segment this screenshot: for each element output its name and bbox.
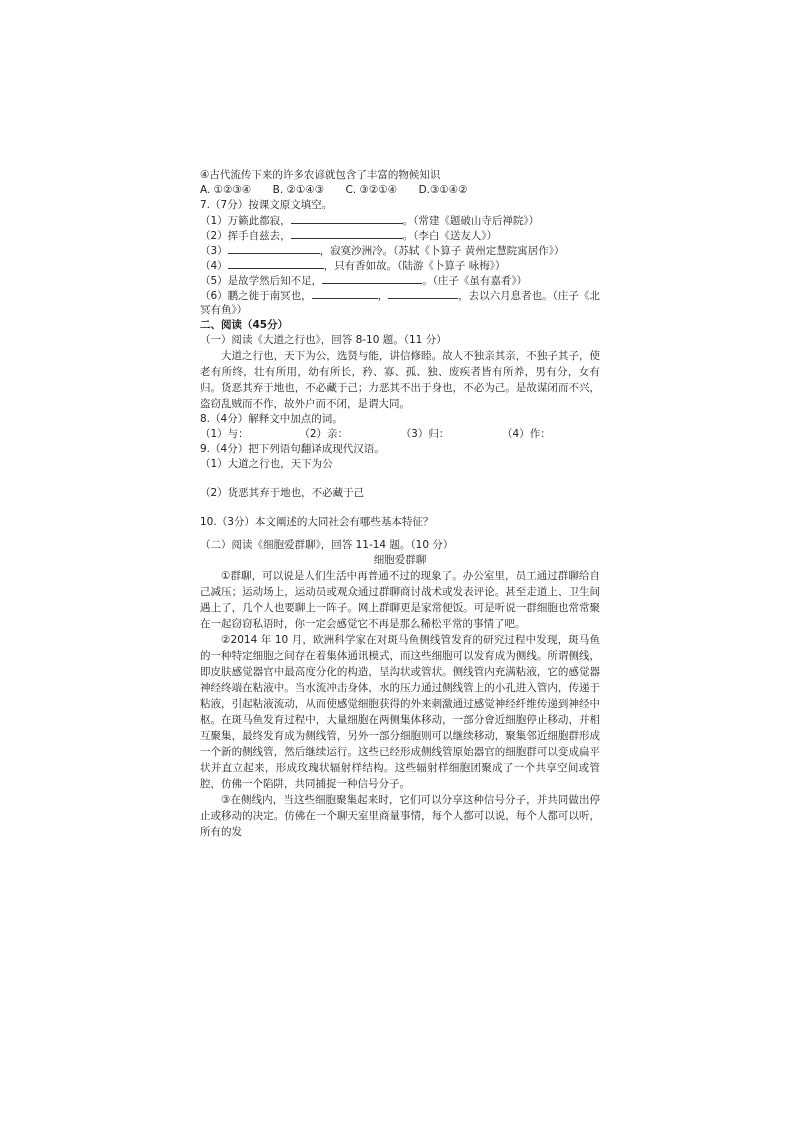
section-reading: 二、阅读（45分） — [200, 319, 289, 331]
passage-datong: 大道之行也，天下为公，选贤与能，讲信修睦。故人不独亲其亲，不独子其子，使老有所终，壮有所用，幼有所长，矜、寡、孤、独、废疾者皆有所养，男有分，女有归。货恶其弃于地也，不必藏于己；力恶其不出于身也，不必为己。是故谋闭而不兴，盗窃乱贼而不作，故外户而不闭，是谓大同。 — [200, 350, 600, 410]
question-8-items — [200, 427, 600, 442]
question-9-item-1: （1）大道之行也，天下为公 — [200, 458, 333, 470]
article-paragraph-1: ①群聊，可以说是人们生活中再普通不过的现象了。办公室里，员工通过群聊给自己减压；运动场上，运动员或观众通过群聊商讨战术或发表评论。甚至走道上、卫生间遇上了，几个人也要聊上一阵子。网上群聊更是家常便饭。可是听说一群细胞也常常聚在一起窃窃私语时，你一定会感觉它不再是那么稀松平常的事情了吧。 — [200, 570, 600, 630]
exam-content — [200, 168, 600, 840]
answer-blank[interactable] — [388, 288, 458, 299]
answer-blank[interactable] — [228, 243, 320, 254]
fill-6: （6）鹏之徙于南冥也， ， ，去以六月息者也。（庄子《北 — [200, 290, 600, 302]
options-row — [200, 183, 600, 198]
option-c: C. ③②①④ — [345, 184, 398, 196]
answer-blank[interactable] — [291, 213, 403, 224]
option-a: A. ①②③④ — [200, 184, 252, 196]
q8-item-4: （4）作： — [502, 428, 551, 440]
q8-item-2: （2）亲： — [299, 428, 349, 440]
option-b: B. ②①④③ — [272, 184, 325, 196]
reading-2-heading: （二）阅读《细胞爱群聊》，回答 11-14 题。（10 分） — [200, 539, 454, 551]
option-d: D.③①④② — [418, 184, 468, 196]
answer-blank[interactable] — [322, 273, 422, 284]
statement-4: ④古代流传下来的许多农谚就包含了丰富的物候知识 — [200, 169, 441, 181]
question-9-item-2: （2）货恶其弃于地也，不必藏于己 — [200, 487, 365, 499]
article-title: 细胞爱群聊 — [373, 554, 427, 566]
reading-1-heading: （一）阅读《大道之行也》，回答 8-10 题。（11 分） — [200, 334, 447, 346]
q8-item-3: （3）归： — [400, 428, 450, 440]
fill-6-continued: 冥有鱼》） — [200, 304, 248, 316]
question-7: 7.（7分）按课文原文填空。 — [200, 199, 333, 211]
answer-blank[interactable] — [291, 228, 403, 239]
article-paragraph-2: ②2014 年 10 月，欧洲科学家在对斑马鱼侧线管发育的研究过程中发现，斑马鱼的一种特定细胞之间存在着集体通讯模式，而这些细胞可以发育成为侧线。所谓侧线，即皮肤感觉器官中最高度分化的构造，呈沟状或管状。侧线管内充满粘液，它的感觉器神经终端在粘液中。当水流冲击身体，水的压力通过侧线管上的小孔进入管内，传递于粘液，引起粘液流动，从而使感觉细胞获得的外来刺激通过感觉神经纤维传递到神经中枢。在斑马鱼发育过程中，大量细胞在两侧集体移动，一部分會近细胞停止移动，并相互聚集，最终发育成为侧线管，另外一部分细胞则可以继续移动，聚集邻近细胞群形成一个新的侧线管，然后继续运行。这些已经形成侧线管原始器官的细胞群可以变成扁平状并直立起来，形成玫瑰状辐射样结构。这些辐射样细胞团聚成了一个共享空间或管腔，仿佛一个陷阱，共同捕捉一种信号分子。 — [200, 634, 600, 790]
q8-item-1: （1）与： — [200, 428, 249, 440]
question-9: 9.（4分）把下列语句翻译成现代汉语。 — [200, 443, 385, 455]
fill-1: （1）万籁此都寂， 。（常建《题破山寺后禅院》） — [200, 215, 540, 227]
question-8: 8.（4分）解释文中加点的词。 — [200, 413, 343, 425]
fill-2: （2）挥手自兹去， 。（李白《送友人》） — [200, 230, 498, 242]
answer-blank[interactable] — [228, 258, 324, 269]
fill-5: （5）是故学然后知不足， 。（庄子《虽有嘉肴》） — [200, 275, 528, 287]
answer-blank[interactable] — [312, 288, 378, 299]
fill-4: （4） ，只有香如故。（陆游《卜算子 咏梅》） — [200, 260, 506, 272]
fill-3: （3） ，寂寞沙洲冷。（苏轼《卜算子 黄州定慧院寓居作》） — [200, 245, 565, 257]
article-paragraph-3: ③在侧线内，当这些细胞聚集起来时，它们可以分享这种信号分子，并共同做出停止或移动的决定。仿佛在一个聊天室里商量事情，每个人都可以说，每个人都可以听，所有的发 — [200, 794, 600, 838]
question-10: 10.（3分）本文阐述的大同社会有哪些基本特征？ — [200, 516, 434, 528]
